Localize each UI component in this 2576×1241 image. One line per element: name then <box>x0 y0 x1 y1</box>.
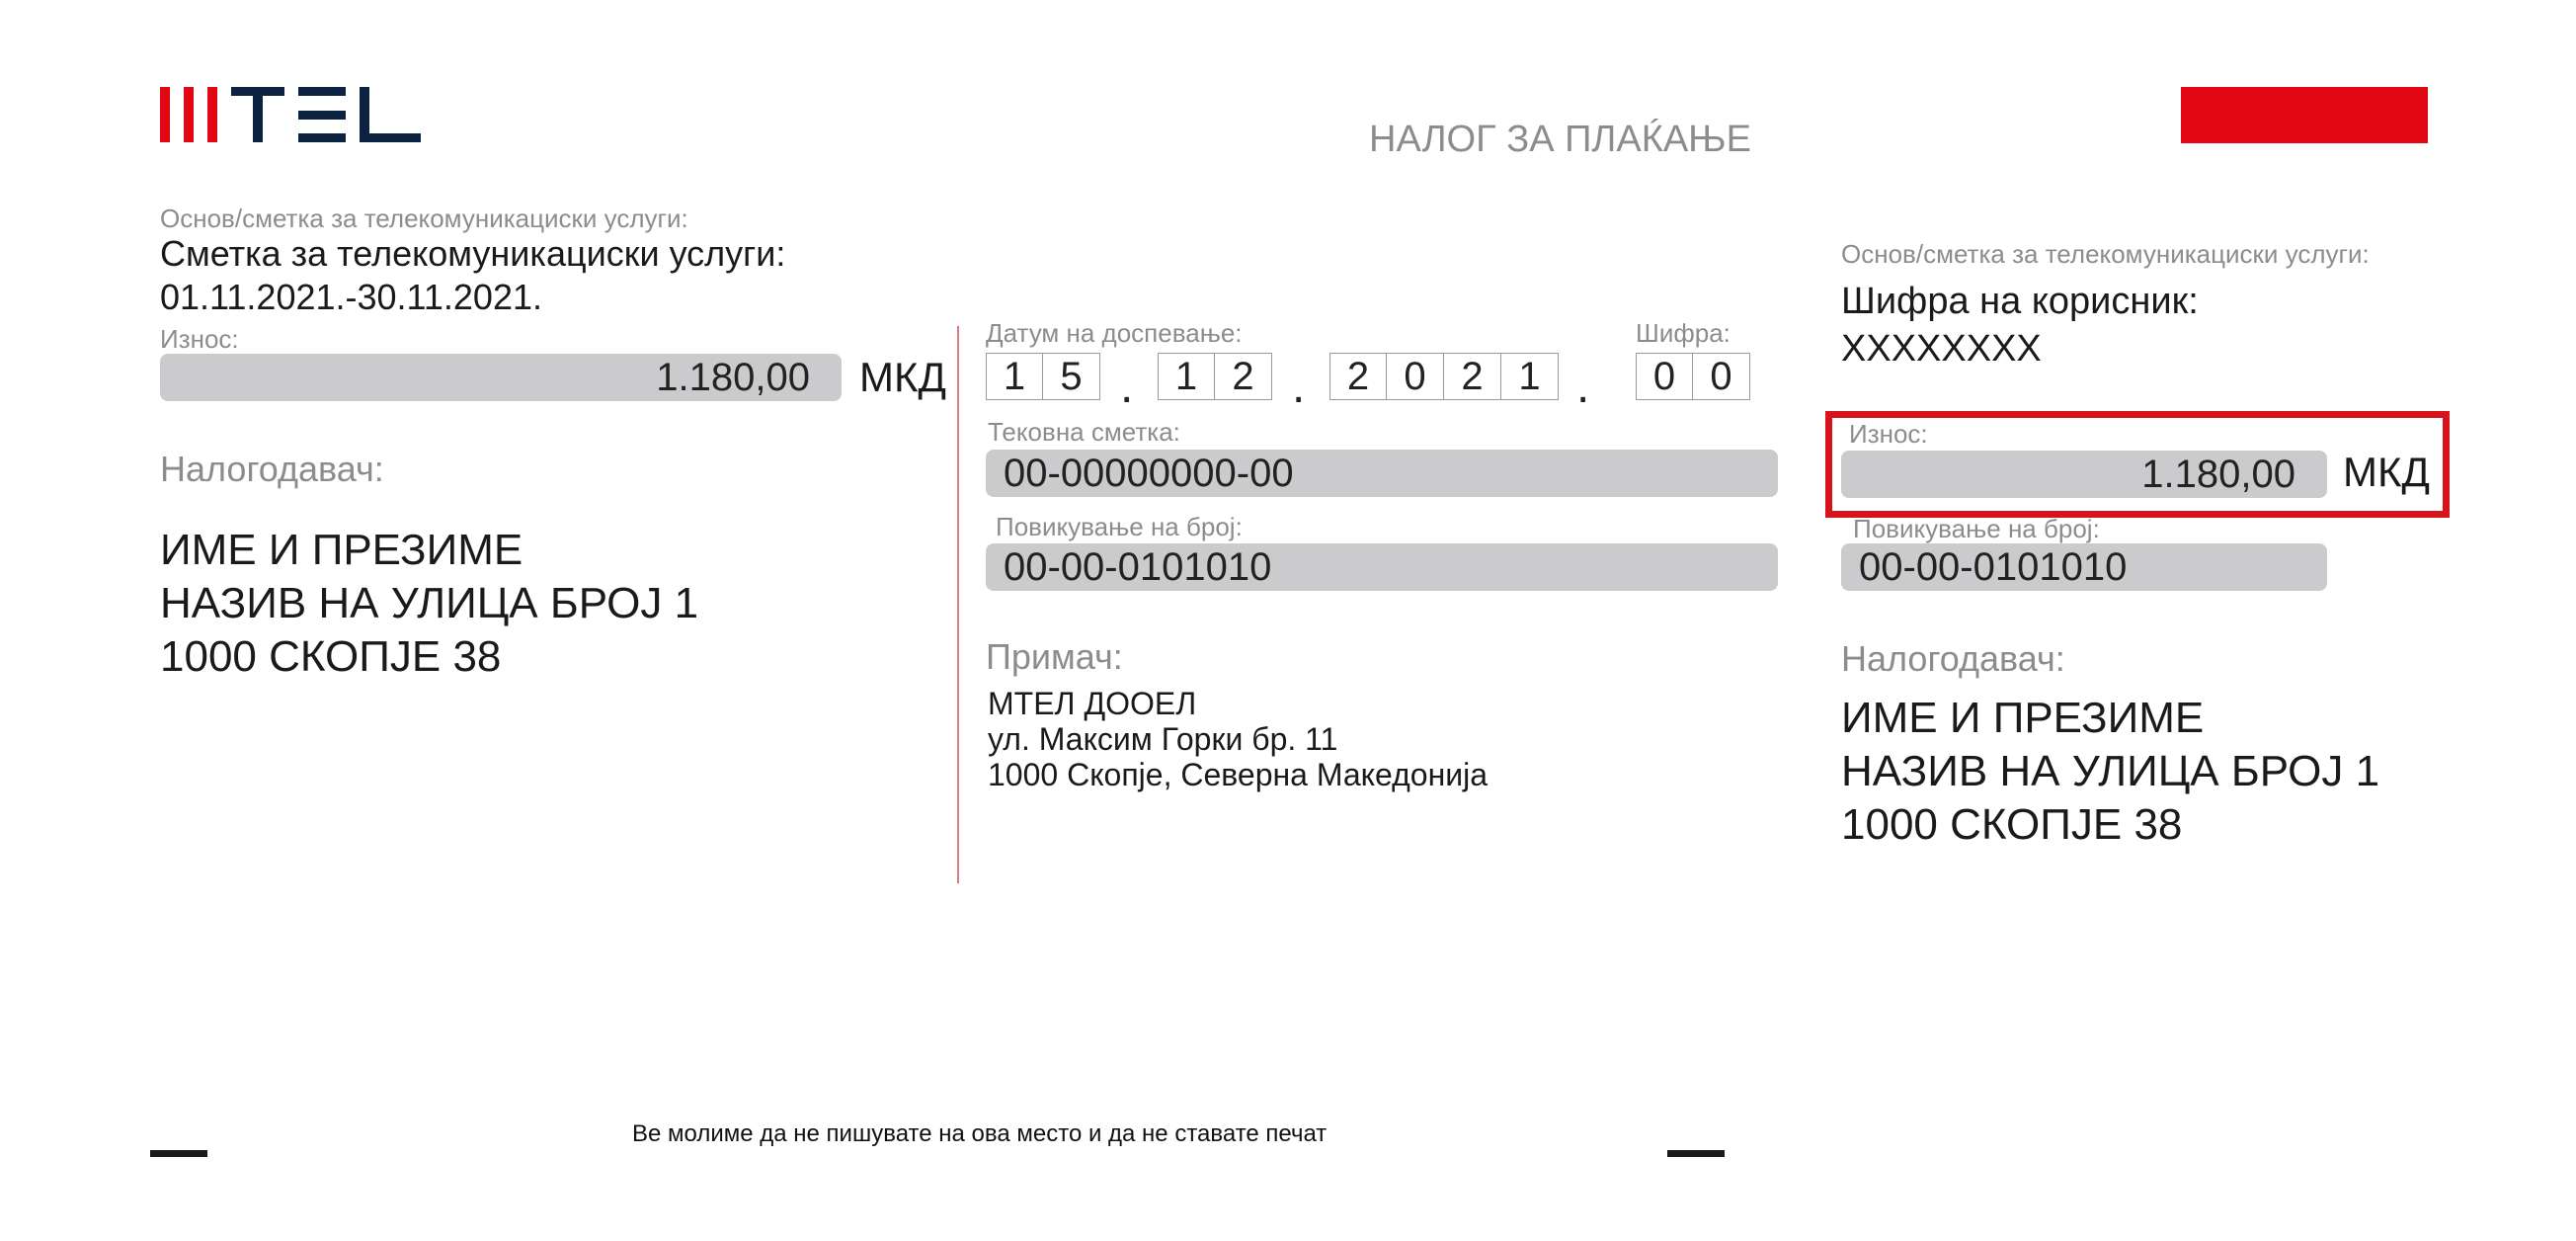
due-year-input[interactable] <box>1329 353 1559 402</box>
left-amount-label: Износ: <box>160 324 239 354</box>
left-basis-line1: Сметка за телекомуникациски услуги: <box>160 233 786 274</box>
right-basis-label: Основ/сметка за телекомуникациски услуги: <box>1841 239 2370 269</box>
middle-reference-field[interactable]: 00-00-0101010 <box>986 543 1778 591</box>
digit-box: 0 <box>1693 353 1750 400</box>
digit-box: 1 <box>1501 353 1559 400</box>
recipient-line2: ул. Максим Горки бр. 11 <box>988 721 1338 757</box>
digit-box: 0 <box>1387 353 1444 400</box>
accent-block <box>2181 87 2428 143</box>
footer-note: Ве молиме да не пишувате на ова место и да не ставате печат <box>632 1120 1328 1147</box>
account-label: Тековна сметка: <box>988 417 1180 447</box>
left-payer-line2: НАЗИВ НА УЛИЦА БРОЈ 1 <box>160 579 699 627</box>
account-field[interactable]: 00-00000000-00 <box>986 450 1778 497</box>
alignment-mark-right <box>1667 1150 1725 1157</box>
left-basis-label: Основ/сметка за телекомуникациски услуги: <box>160 204 688 233</box>
middle-reference-label: Повикување на број: <box>996 512 1243 541</box>
right-reference-field[interactable]: 00-00-0101010 <box>1841 543 2327 591</box>
digit-box: 0 <box>1636 353 1693 400</box>
right-amount-label: Износ: <box>1849 419 1928 449</box>
mtel-logo <box>160 87 421 146</box>
code-input[interactable] <box>1636 353 1750 402</box>
date-separator: . <box>1292 361 1306 413</box>
recipient-label: Примач: <box>986 636 1123 677</box>
customer-code-value: XXXXXXXX <box>1841 328 2042 370</box>
right-reference-label: Повикување на број: <box>1853 514 2100 543</box>
due-day-input[interactable] <box>986 353 1100 402</box>
date-separator: . <box>1576 361 1590 413</box>
left-payer-line3: 1000 СКОПЈЕ 38 <box>160 632 502 681</box>
left-amount-field[interactable]: 1.180,00 <box>160 354 842 401</box>
right-currency: МКД <box>2343 449 2430 495</box>
recipient-line1: МТЕЛ ДООЕЛ <box>988 686 1197 721</box>
right-amount-field[interactable]: 1.180,00 <box>1841 451 2327 498</box>
alignment-mark-left <box>150 1150 207 1157</box>
section-divider <box>957 326 959 883</box>
right-payer-line3: 1000 СКОПЈЕ 38 <box>1841 800 2183 849</box>
left-payer-label: Налогодавач: <box>160 449 384 489</box>
digit-box: 1 <box>1158 353 1215 400</box>
left-basis-line2: 01.11.2021.-30.11.2021. <box>160 277 542 317</box>
document-title: НАЛОГ ЗА ПЛАЌАЊЕ <box>1369 119 1751 160</box>
due-date-label: Датум на доспевање: <box>986 318 1243 348</box>
digit-box: 2 <box>1444 353 1501 400</box>
digit-box: 5 <box>1043 353 1100 400</box>
right-payer-line1: ИМЕ И ПРЕЗИМЕ <box>1841 694 2205 742</box>
recipient-line3: 1000 Скопје, Северна Македонија <box>988 757 1489 792</box>
date-separator: . <box>1120 361 1134 413</box>
digit-box: 1 <box>986 353 1043 400</box>
right-payer-label: Налогодавач: <box>1841 638 2065 679</box>
left-payer-line1: ИМЕ И ПРЕЗИМЕ <box>160 526 523 574</box>
right-payer-line2: НАЗИВ НА УЛИЦА БРОЈ 1 <box>1841 747 2380 795</box>
digit-box: 2 <box>1215 353 1272 400</box>
digit-box: 2 <box>1329 353 1387 400</box>
left-currency: МКД <box>859 354 946 400</box>
code-label: Шифра: <box>1636 318 1731 348</box>
due-month-input[interactable] <box>1158 353 1272 402</box>
customer-code-label: Шифра на корисник: <box>1841 281 2199 322</box>
